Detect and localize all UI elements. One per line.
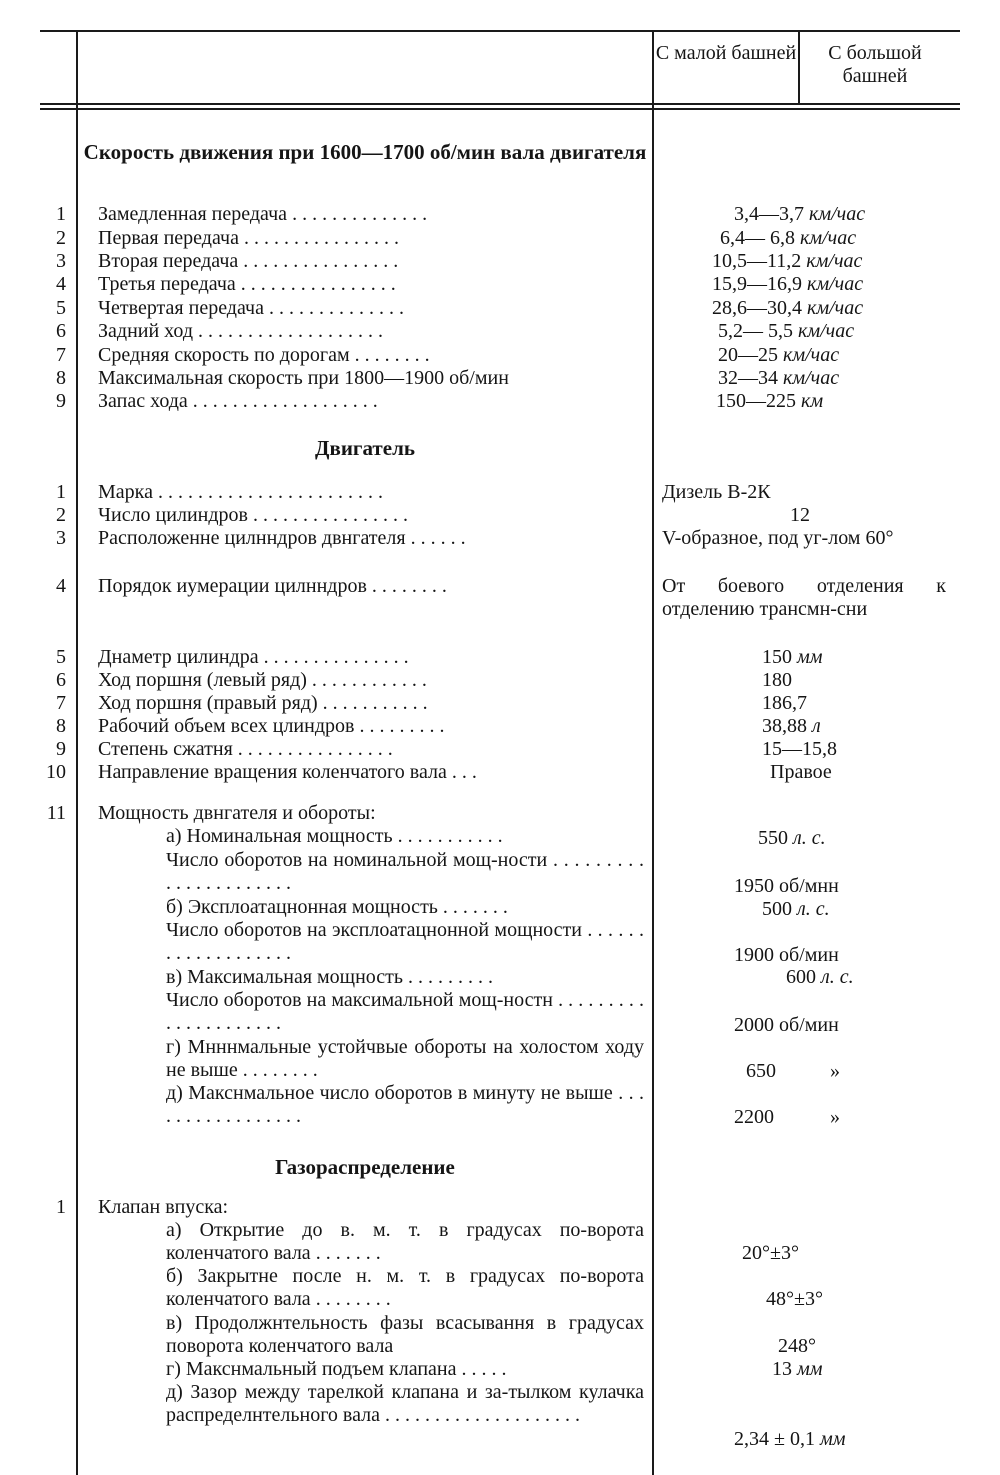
- value-number: От боевого отделения к отделению трансмн-сни: [662, 575, 946, 620]
- value-number: 600: [786, 966, 816, 988]
- row-number: 5: [56, 297, 66, 319]
- valve-item-label: д) Зазор между тарелкой клапана и за-тылком кулачка распределнтельного вала . . . . . . . . . . . . . . . . . . . .: [166, 1381, 644, 1426]
- power-item-label: б) Эксплоатацнонная мощность . . . . . . .: [166, 896, 508, 918]
- value-number: 48°±3°: [766, 1288, 823, 1310]
- power-item-label: в) Максимальная мощность . . . . . . . . .: [166, 966, 494, 988]
- row-number: 10: [46, 761, 66, 783]
- row-number: 1: [56, 481, 66, 503]
- row-label: Четвертая передача . . . . . . . . . . . . . .: [98, 297, 404, 319]
- valve-item-label: в) Продолжнтельность фазы всасывання в градусах поворота коленчатого вала: [166, 1312, 644, 1357]
- value-number: Правое: [770, 761, 832, 783]
- value-unit: л. с.: [788, 827, 826, 849]
- section-title-speed: Скорость движения при 1600—1700 об/мин вала двигателя: [83, 140, 647, 164]
- row-label: Днаметр цилиндра . . . . . . . . . . . . . . .: [98, 646, 409, 668]
- row-label: Максимальная скорость при 1800—1900 об/мин: [98, 367, 509, 389]
- value-number: 248°: [778, 1335, 816, 1357]
- value-number: 20—25: [718, 344, 778, 366]
- row-label: Запас хода . . . . . . . . . . . . . . . . . . .: [98, 390, 378, 412]
- row-value: [778, 1335, 952, 1358]
- value-number: 13: [772, 1358, 792, 1380]
- row-value: [790, 504, 870, 527]
- row-number: 1: [56, 1196, 66, 1218]
- value-unit: мм: [792, 1358, 823, 1380]
- value-number: 15,9—16,9: [712, 273, 802, 295]
- row-value: [712, 273, 942, 296]
- value-column-divider: [652, 32, 654, 1475]
- row-number: 9: [56, 738, 66, 760]
- value-number: 650: [746, 1060, 776, 1082]
- row-number: 6: [56, 320, 66, 342]
- row-number: 4: [56, 273, 66, 295]
- row-value: [766, 1288, 952, 1311]
- row-value: [734, 1106, 952, 1129]
- row-value: [772, 1358, 952, 1381]
- number-column-divider: [76, 32, 78, 1475]
- value-number: 28,6—30,4: [712, 297, 802, 319]
- value-number: 150—225: [716, 390, 796, 412]
- row-value: [712, 297, 942, 320]
- row-value: [734, 875, 952, 898]
- value-unit: км/час: [778, 344, 840, 366]
- value-number: 180: [762, 669, 792, 691]
- power-item-label: Число оборотов на номинальной мощ-ности . . . . . . . . . . . . . . . . . . . . . .: [166, 849, 644, 894]
- row-value: [762, 669, 942, 692]
- row-number: 8: [56, 715, 66, 737]
- row-value: [734, 1014, 952, 1037]
- value-number: 2000 об/мин: [734, 1014, 839, 1036]
- value-unit: км/час: [801, 250, 863, 272]
- valve-item-label: б) Закрытне после н. м. т. в градусах по-ворота коленчатого вала . . . . . . . .: [166, 1265, 644, 1310]
- value-unit: л. с.: [816, 966, 854, 988]
- section-title-engine: Двигатель: [315, 436, 415, 460]
- row-value: [758, 827, 952, 850]
- row-label: Ход поршня (левый ряд) . . . . . . . . . . . .: [98, 669, 427, 691]
- row-number: 9: [56, 390, 66, 412]
- row-value: [720, 227, 950, 250]
- row-label: Порядок иумерации цилнндров . . . . . . . .: [98, 575, 447, 597]
- row-number: 6: [56, 669, 66, 691]
- value-number: 500: [762, 898, 792, 920]
- value-number: 550: [758, 827, 788, 849]
- row-value: [662, 481, 952, 504]
- row-label: Степень сжатня . . . . . . . . . . . . . . . .: [98, 738, 393, 760]
- value-unit: км/час: [802, 273, 864, 295]
- row-value: [718, 320, 948, 343]
- row-label: Задний ход . . . . . . . . . . . . . . . . . . .: [98, 320, 384, 342]
- row-number: 2: [56, 227, 66, 249]
- value-number: 10,5—11,2: [712, 250, 802, 272]
- row-label: Марка . . . . . . . . . . . . . . . . . . . . . . .: [98, 481, 383, 503]
- power-item-label: г) Мнннмальные устойчвые обороты на холостом ходу не выше . . . . . . . .: [166, 1036, 644, 1081]
- value-number: 186,7: [762, 692, 807, 714]
- value-number: 150: [762, 646, 792, 668]
- row-number: 11: [46, 802, 66, 824]
- row-number: 1: [56, 203, 66, 225]
- row-value: [734, 203, 964, 226]
- row-label: Направление вращения коленчатого вала . . .: [98, 761, 477, 783]
- value-unit: л. с.: [792, 898, 830, 920]
- row-number: 3: [56, 527, 66, 549]
- row-value: [762, 898, 952, 921]
- power-item-label: а) Номинальная мощность . . . . . . . . . . .: [166, 825, 503, 847]
- row-label: Ход поршня (правый ряд) . . . . . . . . . . .: [98, 692, 428, 714]
- value-unit: мм: [792, 646, 823, 668]
- value-number: 38,88: [762, 715, 807, 737]
- row-label: Клапан впуска:: [98, 1196, 229, 1218]
- row-value: [786, 966, 952, 989]
- row-value: [742, 1242, 952, 1265]
- value-unit: км/час: [795, 227, 857, 249]
- row-number: 7: [56, 692, 66, 714]
- value-number: 6,4— 6,8: [720, 227, 795, 249]
- row-label: Первая передача . . . . . . . . . . . . . . . .: [98, 227, 399, 249]
- row-value: [662, 575, 946, 621]
- row-label: Третья передача . . . . . . . . . . . . . . . .: [98, 273, 396, 295]
- value-number: 2200: [734, 1106, 774, 1128]
- value-number: 1900 об/мин: [734, 944, 839, 966]
- header-bottom-rule: [40, 103, 960, 105]
- value-number: 2,34 ± 0,1: [734, 1428, 815, 1450]
- header-bottom-double-rule: [40, 108, 960, 110]
- row-label: Замедленная передача . . . . . . . . . . . . . .: [98, 203, 428, 225]
- row-value: [662, 527, 946, 550]
- row-number: 3: [56, 250, 66, 272]
- value-unit: км/час: [778, 367, 840, 389]
- row-number: 5: [56, 646, 66, 668]
- row-label: Средняя скорость по дорогам . . . . . . . .: [98, 344, 430, 366]
- power-item-label: д) Макснмальное число оборотов в минуту не выше . . . . . . . . . . . . . . . . .: [166, 1082, 644, 1127]
- row-label: Рабочий объем всех цлиндров . . . . . . . . .: [98, 715, 445, 737]
- row-number: 7: [56, 344, 66, 366]
- valve-item-label: а) Открытие до в. м. т. в градусах по-ворота коленчатого вала . . . . . . .: [166, 1219, 644, 1264]
- row-value: [746, 1060, 952, 1083]
- row-value: [718, 344, 948, 367]
- value-number: V-образное, под уг-лом 60°: [662, 527, 894, 549]
- row-number: 8: [56, 367, 66, 389]
- value-number: 5,2— 5,5: [718, 320, 793, 342]
- value-number: 3,4—3,7: [734, 203, 804, 225]
- row-value: [762, 692, 942, 715]
- row-value: [718, 367, 948, 390]
- row-label: Расположенне цилнндров двнгателя . . . . . .: [98, 527, 466, 549]
- value-number: 20°±3°: [742, 1242, 799, 1264]
- valve-item-label: г) Макснмальный подъем клапана . . . . .: [166, 1358, 507, 1380]
- value-unit: км/час: [793, 320, 855, 342]
- row-value: [762, 715, 942, 738]
- value-number: 1950 об/мнн: [734, 875, 839, 897]
- value-number: 32—34: [718, 367, 778, 389]
- row-value: [770, 761, 950, 784]
- power-item-label: Число оборотов на максимальной мощ-ностн . . . . . . . . . . . . . . . . . . . . .: [166, 989, 644, 1034]
- value-unit: км: [796, 390, 824, 412]
- value-unit: л: [807, 715, 821, 737]
- value-unit: мм: [814, 1428, 846, 1450]
- row-label: Мощность двнгателя и обороты:: [98, 802, 376, 824]
- column-header-large-turret: С большой башней: [828, 42, 922, 87]
- row-number: 2: [56, 504, 66, 526]
- row-value: [712, 250, 942, 273]
- value-number: 15—15,8: [762, 738, 837, 760]
- row-value: [762, 738, 942, 761]
- value-number: Дизель В-2К: [662, 481, 771, 503]
- value-unit: км/час: [804, 203, 866, 225]
- header-top-rule: [40, 30, 960, 32]
- row-number: 4: [56, 575, 66, 597]
- value-number: 12: [790, 504, 810, 526]
- section-title-gas: Газораспределение: [275, 1155, 455, 1179]
- row-label: Вторая передача . . . . . . . . . . . . . . . .: [98, 250, 399, 272]
- power-item-label: Число оборотов на эксплоатацнонной мощности . . . . . . . . . . . . . . . . . . .: [166, 919, 644, 964]
- row-label: Число цилиндров . . . . . . . . . . . . . . . .: [98, 504, 408, 526]
- ditto-mark: »: [830, 1106, 840, 1128]
- row-value: [734, 1428, 952, 1451]
- row-value: [734, 944, 952, 967]
- row-value: [716, 390, 946, 413]
- value-unit: км/час: [802, 297, 864, 319]
- ditto-mark: »: [830, 1060, 840, 1082]
- column-header-small-turret: С малой башней: [655, 42, 797, 64]
- row-value: [762, 646, 942, 669]
